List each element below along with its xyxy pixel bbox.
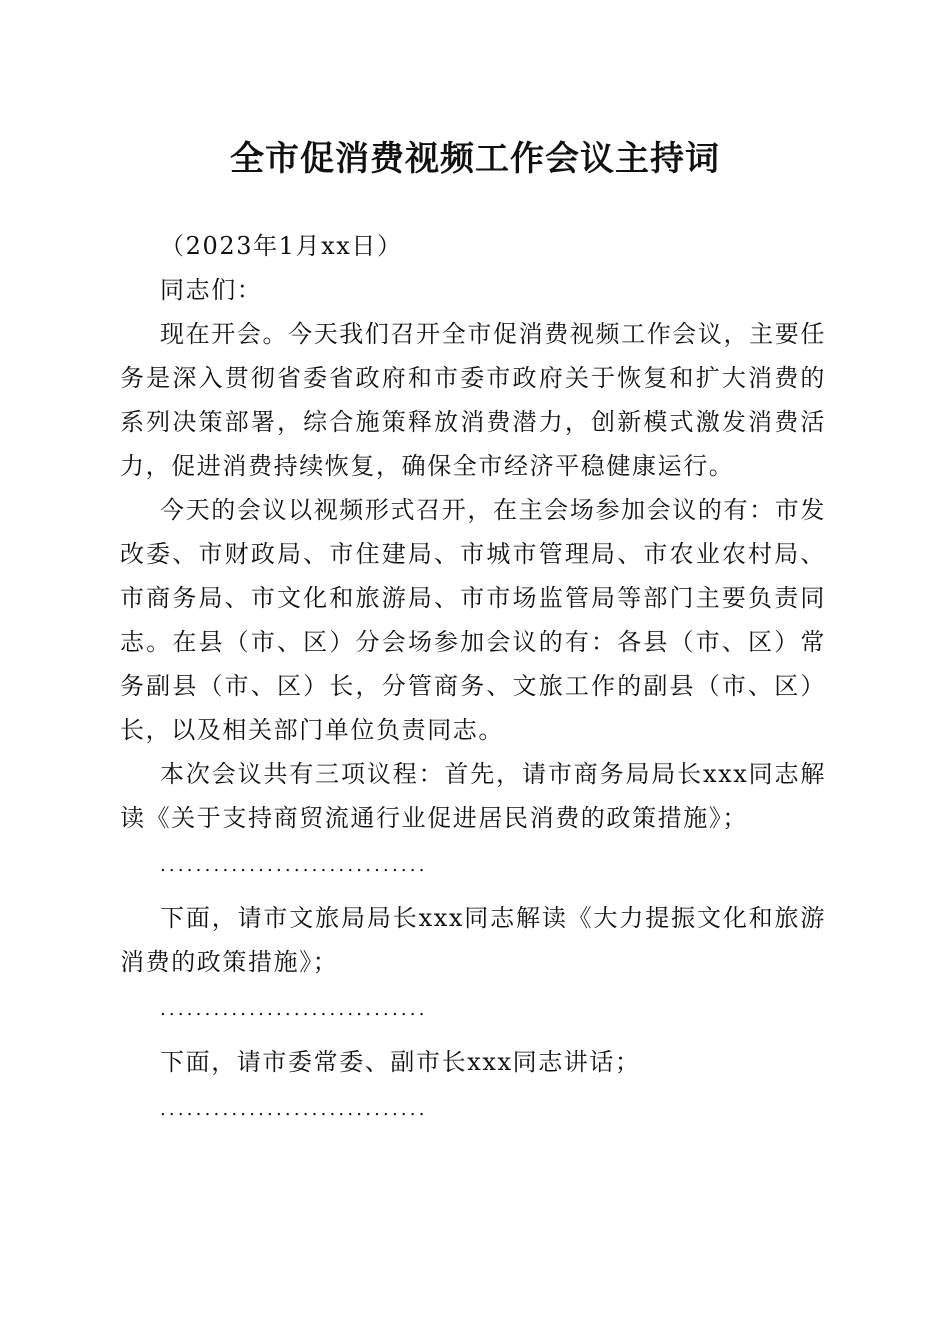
paragraph-agenda: 本次会议共有三项议程：首先，请市商务局局长xxx同志解读《关于支持商贸流通行业促进居民消费的政策措施》； [120, 760, 826, 832]
paragraph-attendees: 今天的会议以视频形式召开，在主会场参加会议的有：市发改委、市财政局、市住建局、市城市管理局、市农业农村局、市商务局、市文化和旅游局、市市场监管局等部门主要负责同志。在县（市、区）分会场参加会议的有：各县（市、区）常务副县（市、区）长，分管商务、文旅工作的副县（市、区）长，以及相关部门单位负责同志。 [120, 496, 826, 744]
separator-dots: .............................. [160, 1099, 428, 1120]
document-title: 全市促消费视频工作会议主持词 [230, 139, 720, 179]
paragraph-agenda-2: 下面，请市文旅局局长xxx同志解读《大力提振文化和旅游消费的政策措施》； [120, 904, 826, 976]
separator-dots: .............................. [160, 999, 428, 1020]
date-line: （2023年1月xx日） [160, 232, 403, 260]
document-body [120, 224, 826, 1140]
paragraph-opening: 现在开会。今天我们召开全市促消费视频工作会议，主要任务是深入贯彻省委省政府和市委市政府关于恢复和扩大消费的系列决策部署，综合施策释放消费潜力，创新模式激发消费活力，促进消费持续恢复，确保全市经济平稳健康运行。 [120, 320, 826, 480]
salutation: 同志们： [160, 276, 263, 304]
separator-dots: .............................. [160, 855, 428, 876]
paragraph-agenda-3: 下面，请市委常委、副市长xxx同志讲话； [160, 1048, 641, 1076]
